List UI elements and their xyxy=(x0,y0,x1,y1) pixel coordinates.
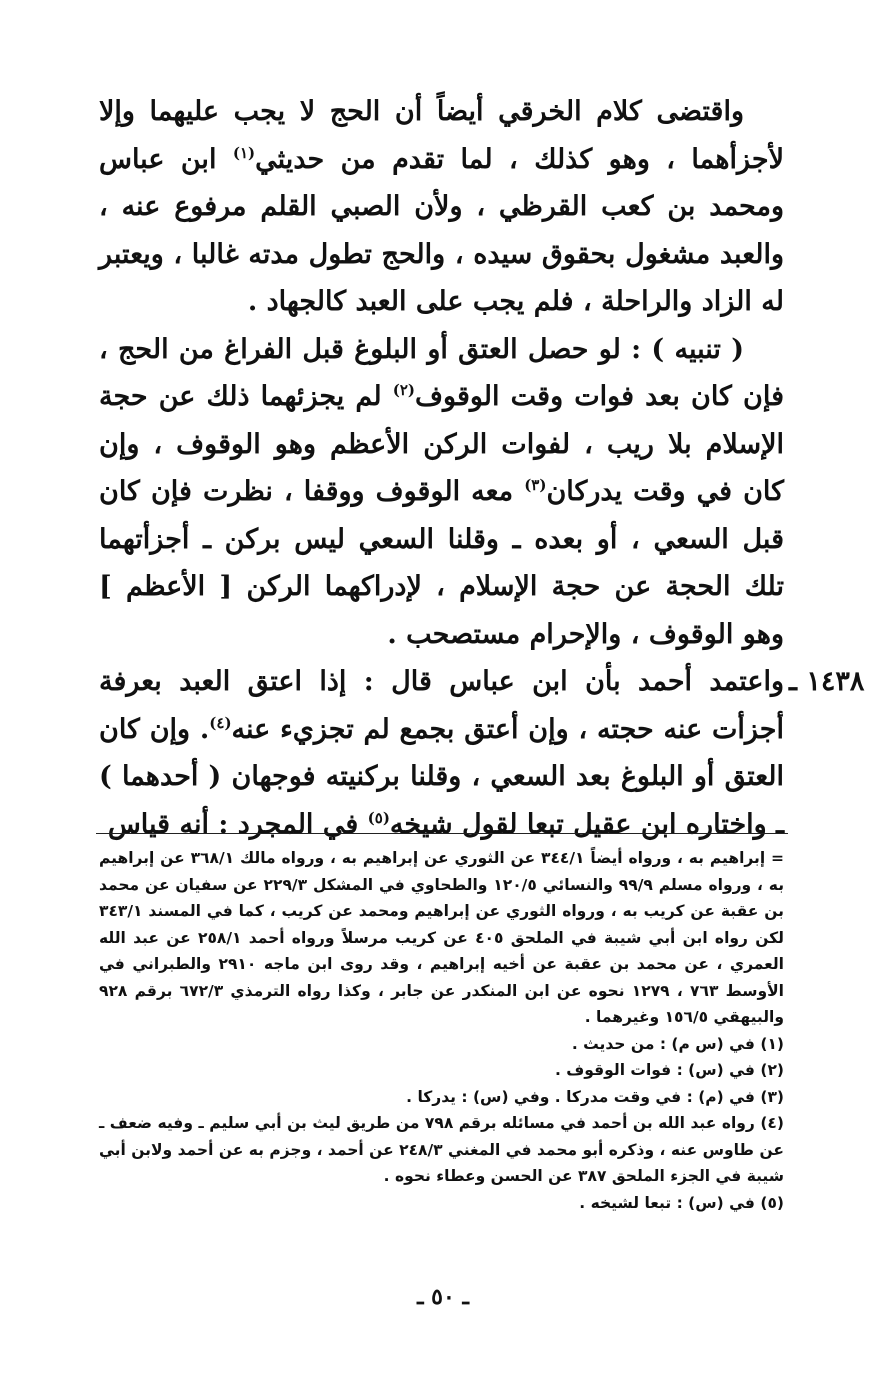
footnote-1: (١) في (س م) : من حديث . xyxy=(571,1034,784,1053)
paragraph-2-text-c: معه الوقوف ووقفا ، نظرت فإن كان قبل السعي ، أو بعده ـ وقلنا السعي ليس بركن ـ أجزأتهما تلك الحجة عن حجة الإسلام ، لإدراكهما الركن [ الأعظم ] وهو الوقوف ، والإحرام مستصحب . xyxy=(99,476,784,650)
footnote-2: (٢) في (س) : فوات الوقوف . xyxy=(555,1061,784,1079)
paragraph-2-text-b: لم يجزئهما ذلك عن حجة الإسلام بلا ريب ، لفوات الركن الأعظم وهو الوقوف ، وإن كان في وقت يدركان xyxy=(99,381,784,507)
paragraph-3-text-c: في المجرد : أنه قياس xyxy=(107,808,368,840)
footnote-5: (٥) في (س) : تبعا لشيخه . xyxy=(579,1193,784,1212)
paragraph-1 xyxy=(99,88,784,326)
paragraph-1-text-a: واقتضى كلام الخرقي أيضاً أن الحج لا يجب عليهما وإلا لأجزأهما ، وهو كذلك ، لما تقدم من حديثي xyxy=(99,96,784,175)
footnote-ref-4: (٤) xyxy=(209,713,232,732)
paragraph-1438 xyxy=(99,658,865,848)
paragraph-2-tanbih xyxy=(99,326,784,659)
paragraph-3-text-a: واعتمد أحمد بأن ابن عباس قال : إذا اعتق العبد بعرفة أجزأت عنه حجته ، وإن أعتق بجمع لم تجزيء عنه xyxy=(99,666,785,745)
page-number: ـ ٥٠ ـ xyxy=(417,1284,469,1310)
footnote-continuation: = إبراهيم به ، ورواه أيضاً ٣٤٤/١ عن الثوري عن إبراهيم به ، ورواه مالك ٣٦٨/١ عن إبراهيم به ، ورواه مسلم ٩٩/٩ والنسائي ١٢٠/٥ والطحاوي في المشكل ٢٢٩/٣ عن سفيان عن محمد بن عقبة عن كريب به ، ورواه الثوري عن إبراهيم ومحمد عن كريب ، كما في المسند ٣٤٣/١ لكن رواه ابن أبي شيبة في الملحق ٤٠٥ عن كريب مرسلاً ورواه أحمد ٢٥٨/١ عن عبد الله العمري ، عن محمد بن عقبة عن أخيه إبراهيم ، وقد روى ابن ماجه ٢٩١٠ والطبراني في الأوسط ٧٦٣ ، ١٢٧٩ نحوه عن ابن المنكدر عن جابر ، وكذا رواه الترمذي ٦٧٢/٣ برقم ٩٢٨ والبيهقي ١٥٦/٥ وغيرهما . xyxy=(99,849,785,1026)
footnote-divider xyxy=(96,833,788,834)
paragraph-2-text-a: ( تنبيه ) : لو حصل العتق أو البلوغ قبل الفراغ من الحج ، فإن كان بعد فوات وقت الوقوف xyxy=(99,333,784,412)
footnote-ref-3: (٣) xyxy=(524,476,547,494)
footnote-4: (٤) رواه عبد الله بن أحمد في مسائله برقم ٧٩٨ من طريق ليث بن أبي سليم ـ وفيه ضعف ـ عن طاوس عنه ، وذكره أبو محمد في المغني ٢٤٨/٣ عن أحمد ، وجزم به عن أحمد ولابن أبي شيبة في الجزء الملحق ٣٨٧ عن الحسن وعطاء نحوه . xyxy=(99,1114,784,1185)
paragraph-3-text-b: . وإن كان العتق أو البلوغ بعد السعي ، وقلنا بركنيته فوجهان ( أحدهما ) ـ واختاره ابن عقيل تبعا لقول شيخه xyxy=(99,713,784,840)
footnote-ref-5: (٥) xyxy=(367,808,390,827)
footnote-ref-2: (٢) xyxy=(392,381,416,399)
paragraph-1-text-b: ابن عباس ومحمد بن كعب القرظي ، ولأن الصبي القلم مرفوع عنه ، والعبد مشغول بحقوق سيده ، والحج تطول مدته غالبا ، ويعتبر له الزاد والراحلة ، فلم يجب على العبد كالجهاد . xyxy=(99,143,784,317)
footnote-3: (٣) في (م) : في وقت مدركا . وفي (س) : يدركا . xyxy=(406,1087,784,1106)
paragraph-number: ١٤٣٨ ـ xyxy=(789,666,865,697)
main-text-block xyxy=(99,88,865,848)
footnotes-block xyxy=(99,845,784,1216)
footnote-ref-1: (١) xyxy=(232,143,256,162)
